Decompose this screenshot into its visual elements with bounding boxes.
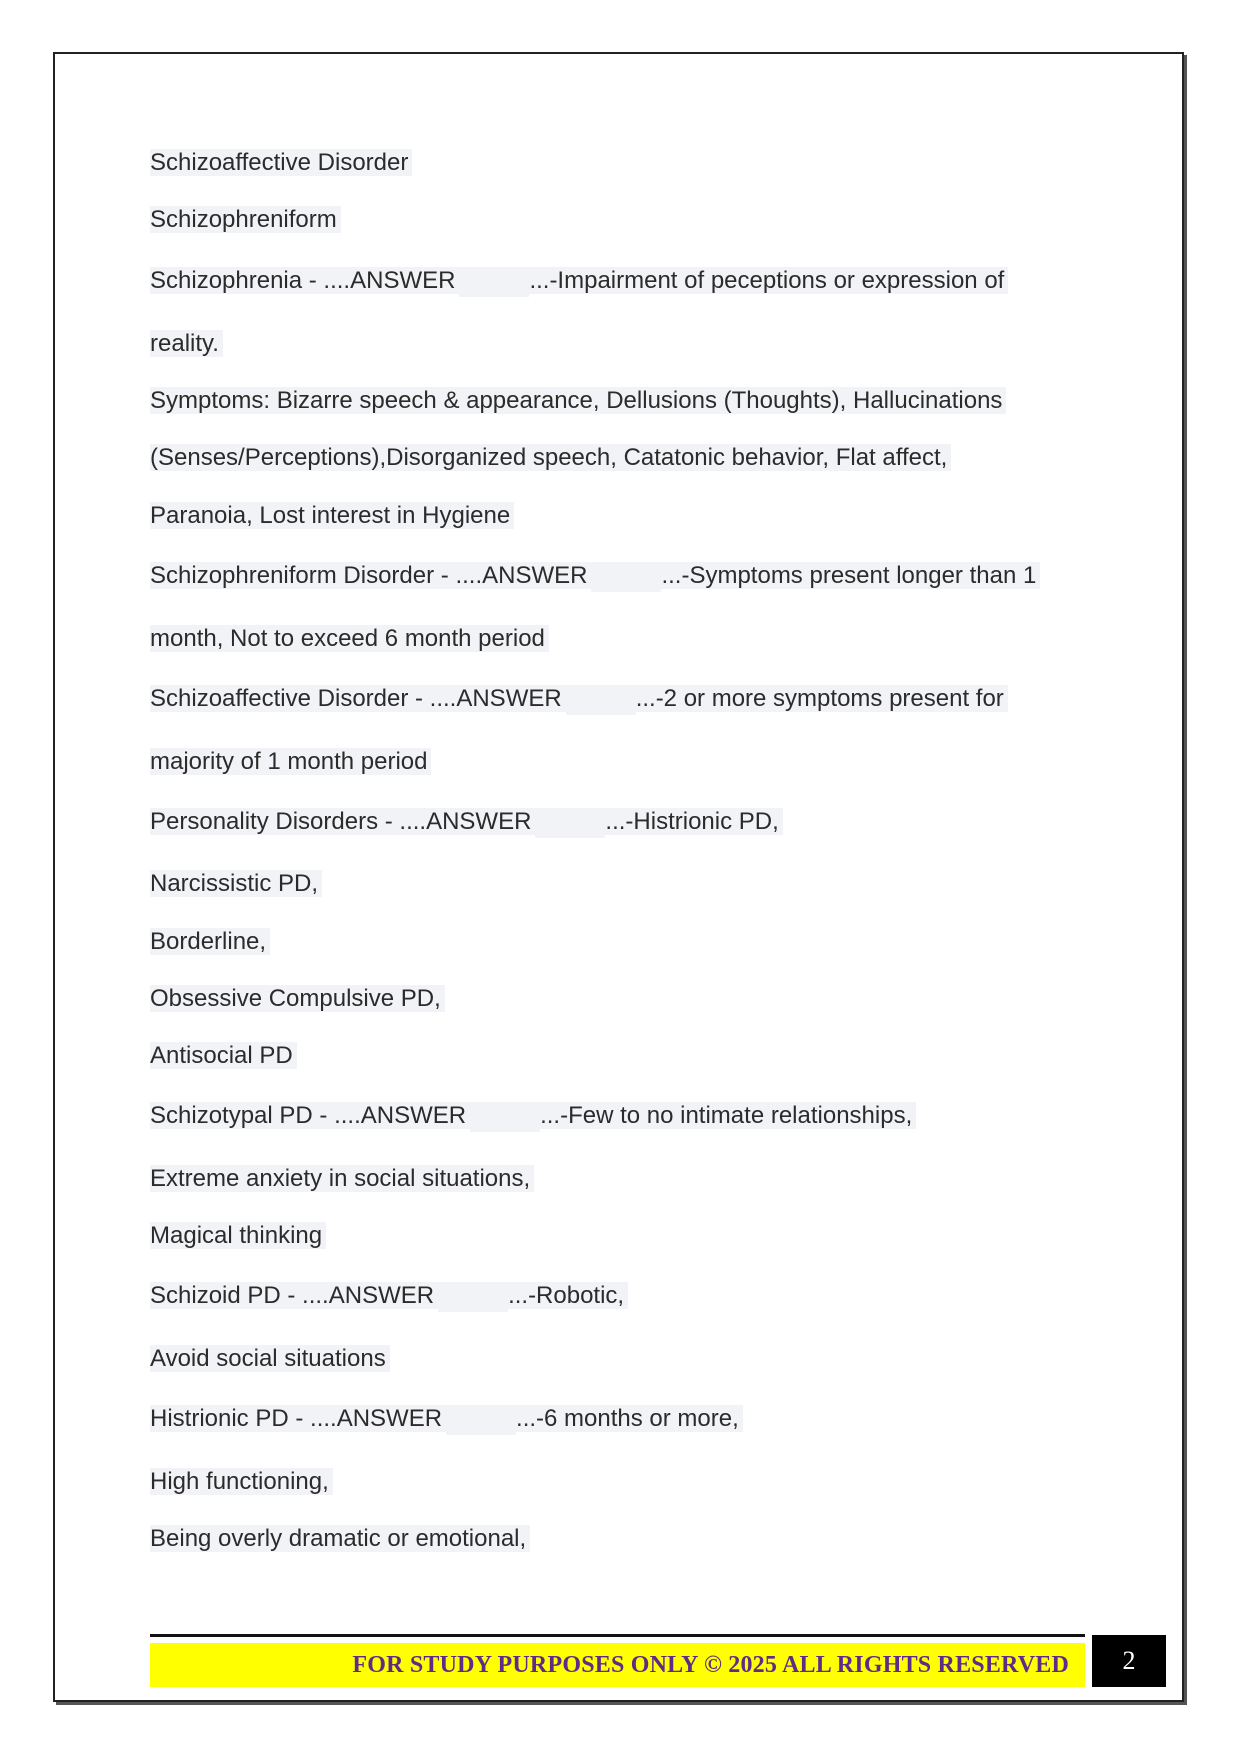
text-line [150, 867, 322, 901]
text-line [150, 1522, 530, 1556]
text-line [150, 1219, 326, 1253]
answer-text: ...-Impairment of peceptions or expression of [529, 267, 1008, 294]
qa-line [150, 559, 1040, 593]
line-text: reality. [150, 330, 223, 357]
line-text: High functioning, [150, 1468, 333, 1495]
text-line [150, 1465, 333, 1499]
line-text: majority of 1 month period [150, 748, 431, 775]
answer-gap [459, 267, 529, 297]
qa-line [150, 805, 783, 839]
question-term: Schizophreniform Disorder - ....ANSWER [150, 562, 591, 589]
line-text: Extreme anxiety in social situations, [150, 1165, 534, 1192]
text-line [150, 982, 445, 1016]
answer-gap [591, 562, 661, 592]
line-text: Borderline, [150, 928, 270, 955]
answer-gap [470, 1102, 540, 1132]
question-term: Personality Disorders - ....ANSWER [150, 808, 535, 835]
line-text: Obsessive Compulsive PD, [150, 985, 445, 1012]
footer-rule [150, 1634, 1085, 1637]
question-term: Schizoid PD - ....ANSWER [150, 1282, 438, 1309]
answer-text: ...-2 or more symptoms present for [636, 685, 1008, 712]
text-line [150, 1039, 297, 1073]
answer-text: ...-Few to no intimate relationships, [540, 1102, 916, 1129]
line-text: Schizophreniform [150, 206, 341, 233]
footer-notice: FOR STUDY PURPOSES ONLY © 2025 ALL RIGHTS RESERVED [352, 1651, 1069, 1678]
line-text: Schizoaffective Disorder [150, 149, 412, 176]
answer-text: ...-Symptoms present longer than 1 [661, 562, 1040, 589]
qa-line [150, 264, 1008, 298]
line-text: Symptoms: Bizarre speech & appearance, Dellusions (Thoughts), Hallucinations [150, 387, 1006, 414]
text-line [150, 1162, 534, 1196]
answer-gap [438, 1282, 508, 1312]
page-number: 2 [1092, 1635, 1166, 1687]
qa-line [150, 682, 1008, 716]
text-line [150, 745, 431, 779]
line-text: Being overly dramatic or emotional, [150, 1525, 530, 1552]
answer-text: ...-6 months or more, [516, 1405, 743, 1432]
text-line [150, 499, 514, 533]
text-line [150, 1342, 390, 1376]
question-term: Schizoaffective Disorder - ....ANSWER [150, 685, 566, 712]
text-line [150, 441, 951, 475]
line-text: Antisocial PD [150, 1042, 297, 1069]
text-line [150, 146, 412, 180]
question-term: Schizotypal PD - ....ANSWER [150, 1102, 470, 1129]
qa-line [150, 1402, 743, 1436]
question-term: Histrionic PD - ....ANSWER [150, 1405, 446, 1432]
line-text: month, Not to exceed 6 month period [150, 625, 549, 652]
footer-band [150, 1643, 1085, 1687]
qa-line [150, 1279, 628, 1313]
qa-line [150, 1099, 916, 1133]
answer-text: ...-Robotic, [508, 1282, 628, 1309]
line-text: (Senses/Perceptions),Disorganized speech, Catatonic behavior, Flat affect, [150, 444, 951, 471]
text-line [150, 203, 341, 237]
text-line [150, 384, 1006, 418]
text-line [150, 925, 270, 959]
answer-text: ...-Histrionic PD, [605, 808, 782, 835]
line-text: Narcissistic PD, [150, 870, 322, 897]
question-term: Schizophrenia - ....ANSWER [150, 267, 459, 294]
text-line [150, 327, 223, 361]
answer-gap [566, 685, 636, 715]
line-text: Magical thinking [150, 1222, 326, 1249]
answer-gap [446, 1405, 516, 1435]
line-text: Avoid social situations [150, 1345, 390, 1372]
answer-gap [535, 808, 605, 838]
text-line [150, 622, 549, 656]
line-text: Paranoia, Lost interest in Hygiene [150, 502, 514, 529]
